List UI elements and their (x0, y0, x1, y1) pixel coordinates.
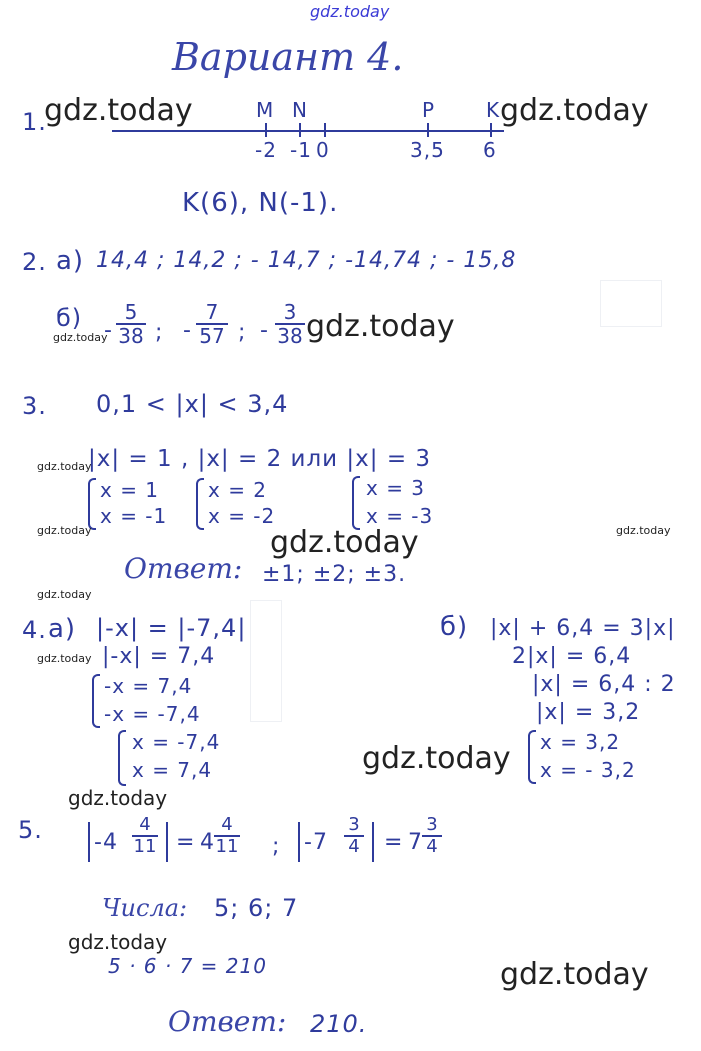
task2-number: 2. (22, 248, 47, 276)
task4-a-equation: |-x| = |-7,4| (96, 614, 247, 642)
task1-number: 1. (22, 108, 47, 136)
background-mark (250, 600, 282, 722)
system-brace (352, 476, 360, 530)
task5-numbers-label: Числа: (102, 894, 188, 922)
system-brace (196, 478, 204, 530)
point-label: K (486, 98, 501, 122)
system-brace (92, 674, 100, 728)
system-line: x = -1 (100, 504, 168, 528)
top-watermark: gdz.today (310, 2, 390, 21)
abs-bar (88, 822, 90, 862)
separator: ; (238, 320, 247, 345)
system-line: x = -2 (208, 504, 276, 528)
fraction (422, 816, 442, 856)
task5-number: 5. (18, 816, 43, 844)
task4-b-step3: |x| = 3,2 (536, 700, 641, 725)
number-line-tick (265, 123, 267, 137)
task4-number: 4. (22, 616, 47, 644)
fraction-numerator: 4 (139, 814, 151, 835)
task1-answer: K(6), N(-1). (182, 188, 339, 218)
task5-expr2-right: 7 (408, 830, 423, 855)
watermark: gdz.today (37, 588, 92, 601)
system-line: x = 1 (100, 478, 160, 502)
system-line: x = - 3,2 (540, 758, 636, 782)
number-line-tick (427, 123, 429, 137)
watermark: gdz.today (53, 331, 108, 344)
task5-answer-value: 210. (310, 1010, 368, 1038)
system-line: x = 7,4 (132, 758, 213, 782)
number-line (112, 130, 504, 132)
point-label: N (292, 98, 308, 122)
tick-label: 3,5 (410, 138, 445, 162)
fraction-numerator: 3 (283, 300, 297, 324)
fraction-denominator: 4 (348, 836, 360, 857)
system-line: x = 2 (208, 478, 268, 502)
task2-part-a-label: а) (56, 246, 85, 276)
task5-answer-label: Ответ: (168, 1005, 287, 1038)
fraction-denominator: 38 (277, 324, 303, 348)
task5-expr1-right: 4 (200, 830, 215, 855)
system-line: x = -3 (366, 504, 434, 528)
fraction (214, 816, 240, 856)
fraction (196, 302, 228, 346)
system-line: x = 3,2 (540, 730, 621, 754)
system-line: -x = 7,4 (104, 674, 193, 698)
number-line-tick (324, 123, 326, 137)
task3-answer-value: ±1; ±2; ±3. (262, 562, 407, 587)
system-brace (88, 478, 96, 530)
watermark: gdz.today (500, 957, 649, 992)
watermark: gdz.today (44, 93, 193, 128)
point-label: M (256, 98, 275, 122)
fraction (275, 302, 305, 346)
tick-label: 0 (316, 138, 330, 162)
fraction-numerator: 4 (221, 814, 233, 835)
separator: ; (272, 834, 281, 859)
background-mark (600, 280, 662, 327)
watermark: gdz.today (306, 309, 455, 344)
fraction-numerator: 5 (124, 300, 138, 324)
task2-part-a-values: 14,4 ; 14,2 ; - 14,7 ; -14,74 ; - 15,8 (96, 248, 517, 273)
equals-sign: = (384, 830, 404, 855)
task3-inequality: 0,1 < |x| < 3,4 (96, 390, 289, 418)
watermark: gdz.today (616, 524, 671, 537)
task5-numbers-value: 5; 6; 7 (214, 894, 299, 922)
watermark: gdz.today (37, 460, 92, 473)
task5-expr2-left: -7 (304, 830, 328, 855)
fraction-numerator: 3 (348, 814, 360, 835)
fraction-denominator: 11 (215, 836, 239, 857)
number-line-tick (490, 123, 492, 137)
task4-a-step: |-x| = 7,4 (102, 644, 216, 669)
fraction-sign: - (183, 318, 192, 343)
equals-sign: = (176, 830, 196, 855)
fraction-denominator: 57 (199, 324, 225, 348)
task4-b-step2: |x| = 6,4 : 2 (532, 672, 676, 697)
task4-part-a-label: а) (48, 614, 77, 644)
watermark: gdz.today (362, 741, 511, 776)
fraction-sign: - (104, 318, 113, 343)
fraction (132, 816, 158, 856)
abs-bar (372, 822, 374, 862)
task2-part-b-label: б) (56, 304, 83, 332)
abs-bar (166, 822, 168, 862)
fraction-denominator: 4 (426, 836, 438, 857)
watermark: gdz.today (500, 93, 649, 128)
watermark: gdz.today (270, 525, 419, 560)
system-line: x = -7,4 (132, 730, 221, 754)
watermark: gdz.today (68, 930, 168, 954)
tick-label: 6 (483, 138, 497, 162)
task4-b-step1: 2|x| = 6,4 (512, 644, 632, 669)
fraction-sign: - (260, 318, 269, 343)
number-line-tick (299, 123, 301, 137)
watermark: gdz.today (37, 524, 92, 537)
task4-b-equation: |x| + 6,4 = 3|x| (490, 616, 676, 641)
tick-label: -1 (290, 138, 312, 162)
task5-product: 5 · 6 · 7 = 210 (108, 954, 267, 978)
point-label: P (422, 98, 436, 122)
task4-part-b-label: б) (440, 612, 469, 642)
system-brace (528, 730, 536, 784)
abs-bar (298, 822, 300, 862)
page-title: Вариант 4. (172, 35, 404, 79)
watermark: gdz.today (68, 786, 168, 810)
watermark: gdz.today (37, 652, 92, 665)
separator: ; (155, 320, 164, 345)
task3-number: 3. (22, 392, 47, 420)
task3-answer-label: Ответ: (124, 552, 243, 585)
task3-line1: |x| = 1 , |x| = 2 или |x| = 3 (88, 446, 432, 472)
system-brace (118, 730, 126, 786)
system-line: -x = -7,4 (104, 702, 201, 726)
system-line: x = 3 (366, 476, 426, 500)
fraction-numerator: 3 (426, 814, 438, 835)
fraction (344, 816, 364, 856)
task5-expr1-left: -4 (94, 830, 118, 855)
fraction-numerator: 7 (205, 300, 219, 324)
fraction-denominator: 38 (118, 324, 144, 348)
fraction-denominator: 11 (133, 836, 157, 857)
tick-label: -2 (255, 138, 277, 162)
fraction (116, 302, 146, 346)
